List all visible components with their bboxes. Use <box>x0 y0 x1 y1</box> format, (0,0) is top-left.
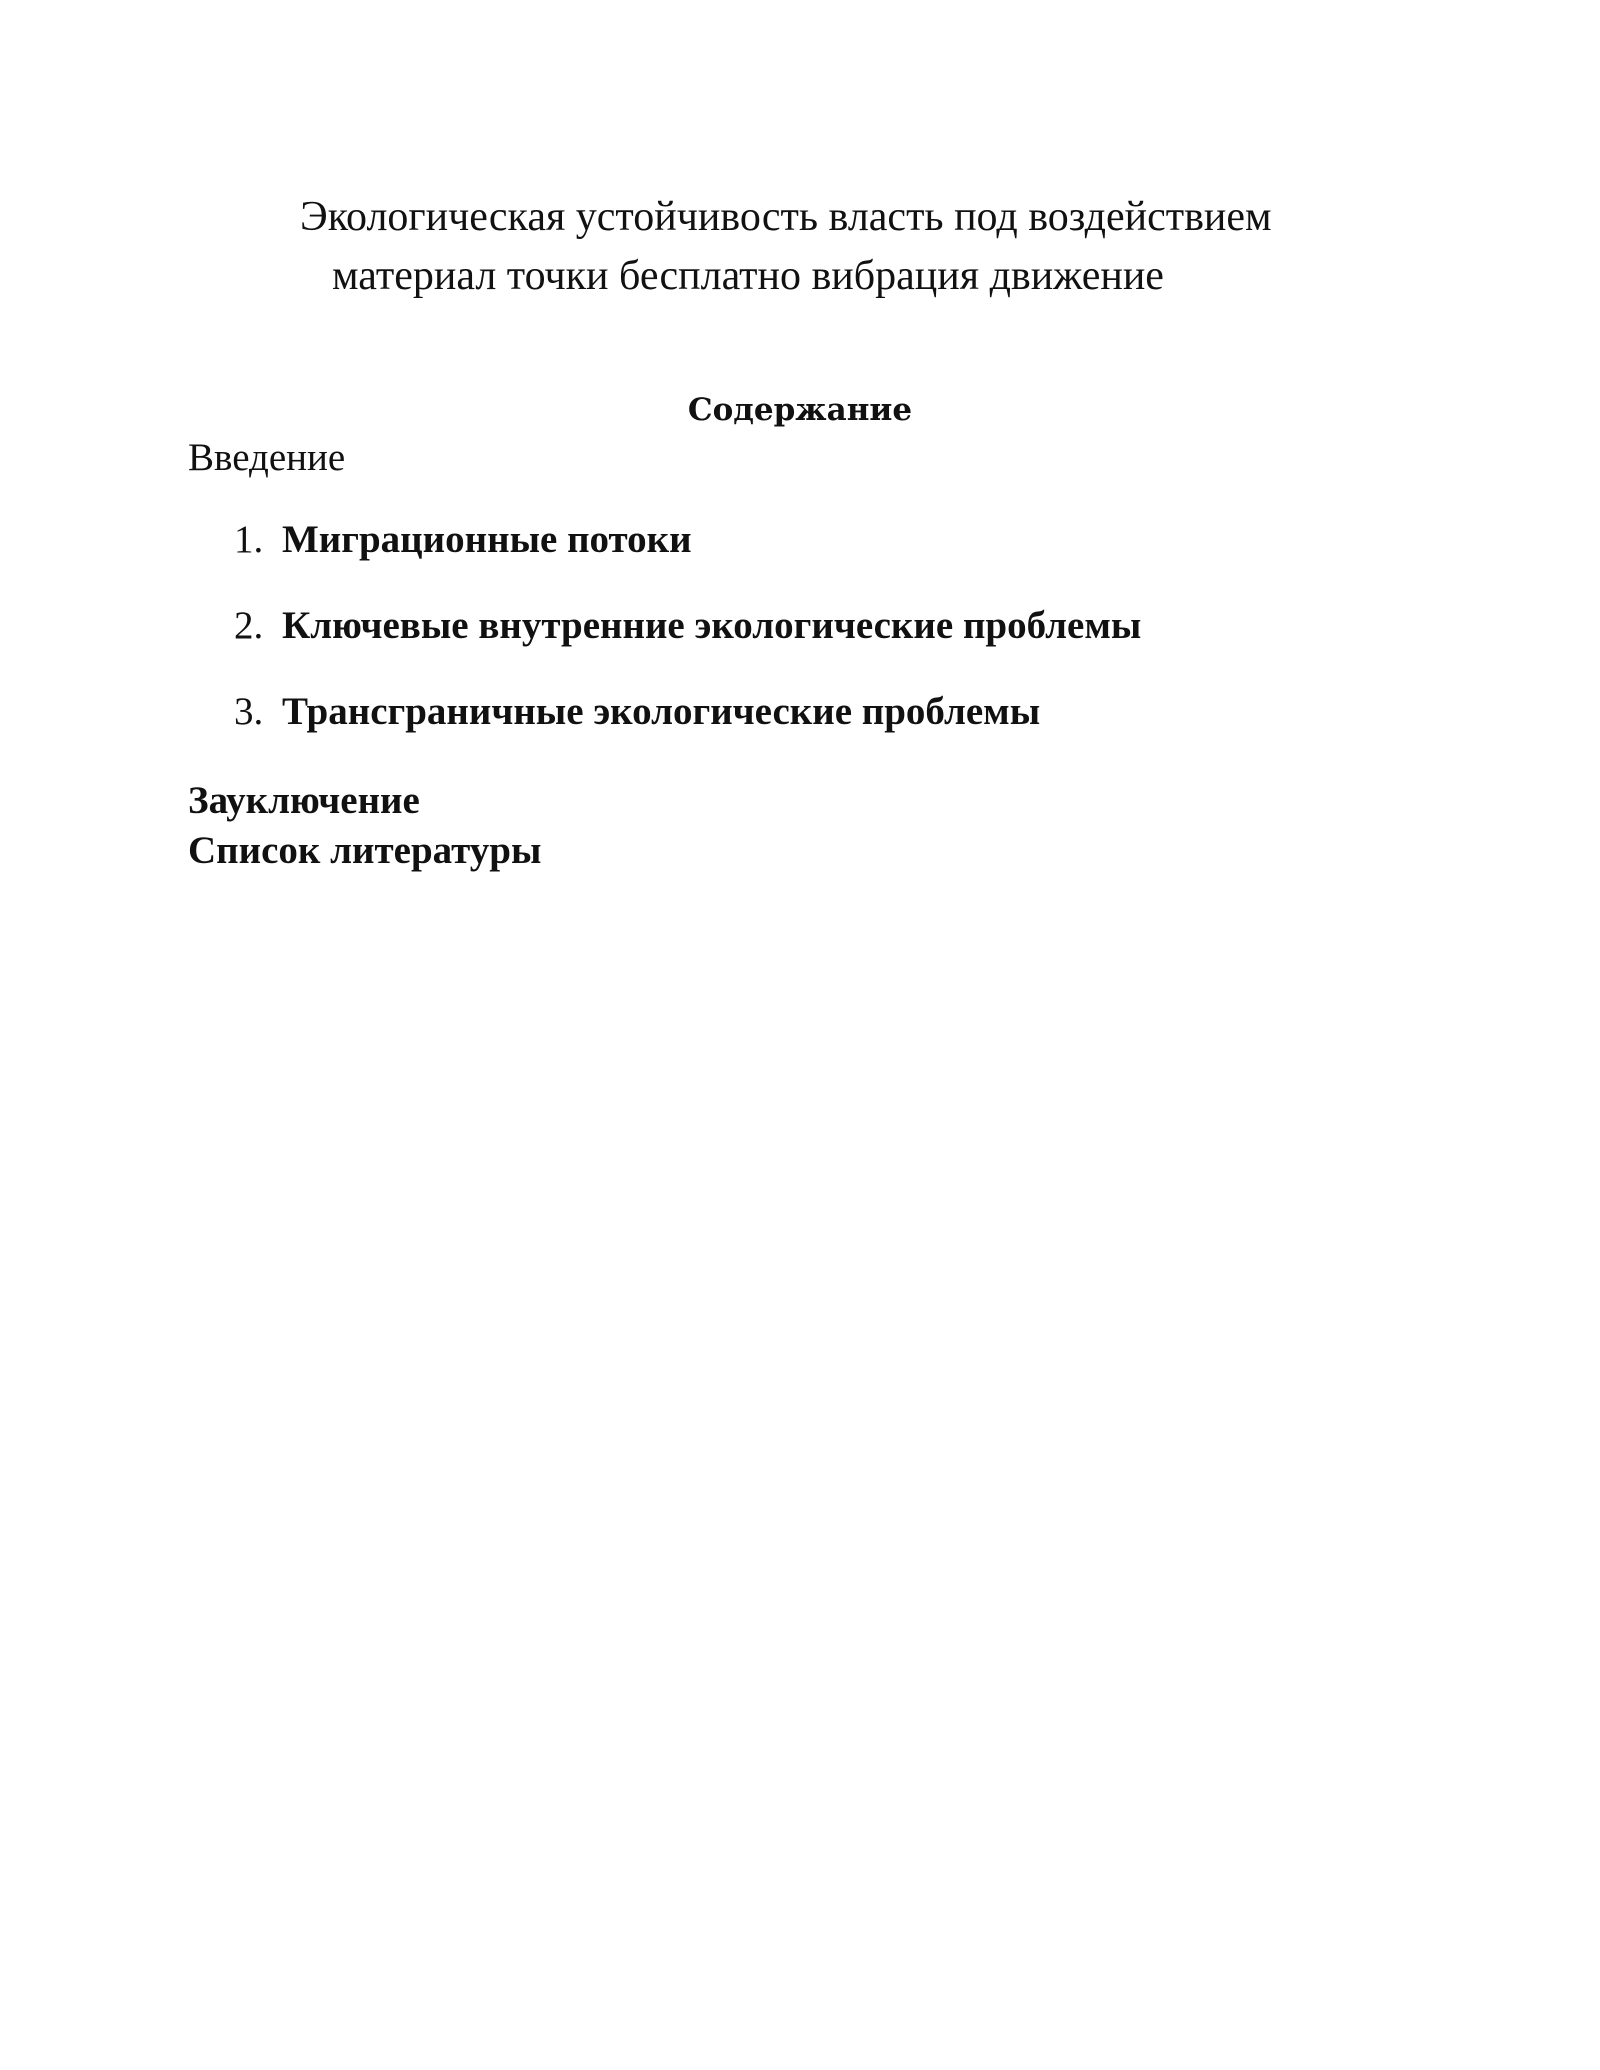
toc-item-label: Ключевые внутренние экологические проблемы <box>282 604 1142 647</box>
document-title-line-2: материал точки бесплатно вибрация движение <box>332 253 1164 299</box>
toc-item-number: 1. <box>234 518 264 561</box>
toc-list-item <box>188 688 1141 736</box>
document-title-line-1: Экологическая устойчивость власть под воздействием <box>300 194 1272 240</box>
toc-list-item <box>188 516 1141 564</box>
toc-heading: Содержание <box>687 392 913 428</box>
document-title <box>260 188 1400 306</box>
toc-entry-conclusion: Зауключение <box>188 779 420 822</box>
toc-item-label: Трансграничные экологические проблемы <box>282 690 1041 733</box>
toc-item-label: Миграционные потоки <box>282 518 692 561</box>
toc-item-number: 3. <box>234 690 264 733</box>
toc-entry-references: Список литературы <box>188 829 542 872</box>
toc-list-item <box>188 602 1141 650</box>
toc-entry-introduction: Введение <box>188 436 346 479</box>
toc-item-number: 2. <box>234 604 264 647</box>
toc-numbered-list <box>188 516 1141 774</box>
